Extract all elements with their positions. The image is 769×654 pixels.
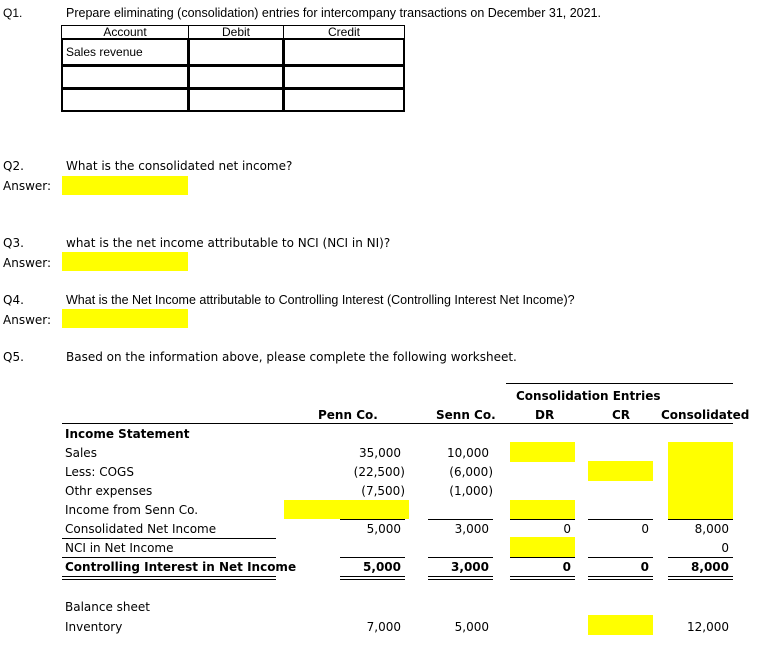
row-label-nci: NCI in Net Income — [65, 541, 174, 555]
q1-prompt: Prepare eliminating (consolidation) entries for intercompany transactions on December 31, 2021. — [66, 6, 602, 20]
q2-answer-label: Answer: — [3, 179, 52, 193]
q1-row — [62, 89, 405, 112]
inventory-cr-field[interactable] — [588, 615, 653, 635]
cni-underline — [62, 538, 276, 539]
othr-senn: (1,000) — [449, 484, 493, 498]
penn-subtotal-line — [340, 519, 405, 520]
q1-header-debit: Debit — [189, 26, 284, 39]
row-label-sales: Sales — [65, 446, 97, 460]
othr-penn: (7,500) — [361, 484, 405, 498]
balance-sheet-label: Balance sheet — [65, 600, 151, 614]
inventory-senn: 5,000 — [454, 620, 489, 634]
q1-number: Q1. — [3, 6, 23, 20]
q4-answer-field[interactable] — [62, 309, 188, 328]
q1-debit-cell[interactable] — [189, 89, 284, 112]
income-statement-label: Income Statement — [65, 427, 190, 441]
row-label-income-from-senn: Income from Senn Co. — [65, 503, 199, 517]
q5-prompt: Based on the information above, please complete the following worksheet. — [66, 350, 517, 364]
row-label-cogs: Less: COGS — [65, 465, 134, 479]
inventory-consolidated: 12,000 — [687, 620, 729, 634]
income-from-senn-dr-field[interactable] — [510, 500, 575, 519]
q1-row — [62, 66, 405, 89]
ci-penn-double-underline — [340, 576, 405, 580]
nci-consolidated: 0 — [721, 541, 729, 555]
consolidated-nci-line — [668, 557, 733, 558]
q1-debit-cell[interactable] — [189, 39, 284, 66]
header-bottom-line — [62, 423, 733, 424]
q1-debit-cell[interactable] — [189, 66, 284, 89]
cogs-senn: (6,000) — [449, 465, 493, 479]
q1-entries-table — [61, 25, 405, 112]
col-header-senn: Senn Co. — [436, 408, 496, 422]
ci-dr: 0 — [562, 560, 571, 574]
q1-header-account: Account — [62, 26, 189, 39]
nci-dr-field[interactable] — [510, 537, 575, 557]
row-label-ci: Controlling Interest in Net Income — [65, 560, 297, 574]
cr-subtotal-line — [588, 519, 653, 520]
cogs-penn: (22,500) — [353, 465, 405, 479]
cni-senn: 3,000 — [454, 522, 489, 536]
cogs-cr-field[interactable] — [588, 461, 653, 481]
row-label-cni: Consolidated Net Income — [65, 522, 217, 536]
ci-cr-double-underline — [588, 576, 653, 580]
sales-penn: 35,000 — [359, 446, 401, 460]
ci-penn: 5,000 — [363, 560, 401, 574]
q1-credit-cell[interactable] — [284, 39, 405, 66]
senn-nci-line — [428, 557, 493, 558]
q2-prompt: What is the consolidated net income? — [66, 159, 293, 173]
consolidated-column-field[interactable] — [668, 442, 733, 519]
cr-nci-line — [588, 557, 653, 558]
nci-underline — [62, 557, 276, 558]
cni-penn: 5,000 — [366, 522, 401, 536]
q2-answer-field[interactable] — [62, 176, 188, 195]
senn-subtotal-line — [428, 519, 493, 520]
dr-subtotal-line — [510, 519, 575, 520]
ci-dr-double-underline — [510, 576, 575, 580]
income-from-senn-penn-field[interactable] — [284, 500, 409, 519]
col-header-dr: DR — [535, 408, 555, 422]
q4-answer-label: Answer: — [3, 313, 52, 327]
q3-answer-field[interactable] — [62, 252, 188, 271]
q1-account-cell[interactable] — [62, 66, 189, 89]
q1-credit-cell[interactable] — [284, 89, 405, 112]
q1-account-cell[interactable] — [62, 89, 189, 112]
cni-cr: 0 — [641, 522, 649, 536]
q1-row — [62, 39, 405, 66]
q3-answer-label: Answer: — [3, 256, 52, 270]
q4-prompt: What is the Net Income attributable to Controlling Interest (Controlling Interest Net Income)? — [66, 293, 575, 307]
q1-header-row — [62, 26, 405, 39]
col-header-penn: Penn Co. — [318, 408, 378, 422]
inventory-penn: 7,000 — [366, 620, 401, 634]
col-header-cr: CR — [612, 408, 631, 422]
ci-senn-double-underline — [428, 576, 493, 580]
q1-header-credit: Credit — [284, 26, 405, 39]
ci-consolidated: 8,000 — [691, 560, 729, 574]
col-header-consolidated: Consolidated — [661, 408, 750, 422]
consolidated-subtotal-line — [668, 519, 733, 520]
ci-consolidated-double-underline — [668, 576, 733, 580]
cni-dr: 0 — [563, 522, 571, 536]
dr-nci-line — [510, 557, 575, 558]
ci-label-double-underline — [62, 576, 276, 580]
sales-dr-field[interactable] — [510, 442, 575, 462]
q3-prompt: what is the net income attributable to NCI (NCI in NI)? — [66, 236, 391, 250]
q3-number: Q3. — [3, 236, 24, 250]
row-label-inventory: Inventory — [65, 620, 123, 634]
q5-number: Q5. — [3, 350, 24, 364]
q1-credit-cell[interactable] — [284, 66, 405, 89]
consolidation-entries-header: Consolidation Entries — [516, 389, 661, 403]
ci-cr: 0 — [640, 560, 649, 574]
cni-consolidated: 8,000 — [694, 522, 729, 536]
sales-senn: 10,000 — [447, 446, 489, 460]
penn-nci-line — [340, 557, 405, 558]
ci-senn: 3,000 — [451, 560, 489, 574]
group-header-top-line — [506, 383, 733, 384]
q1-account-cell[interactable]: Sales revenue — [62, 39, 189, 66]
q4-number: Q4. — [3, 293, 24, 307]
q2-number: Q2. — [3, 159, 24, 173]
row-label-othr: Othr expenses — [65, 484, 153, 498]
